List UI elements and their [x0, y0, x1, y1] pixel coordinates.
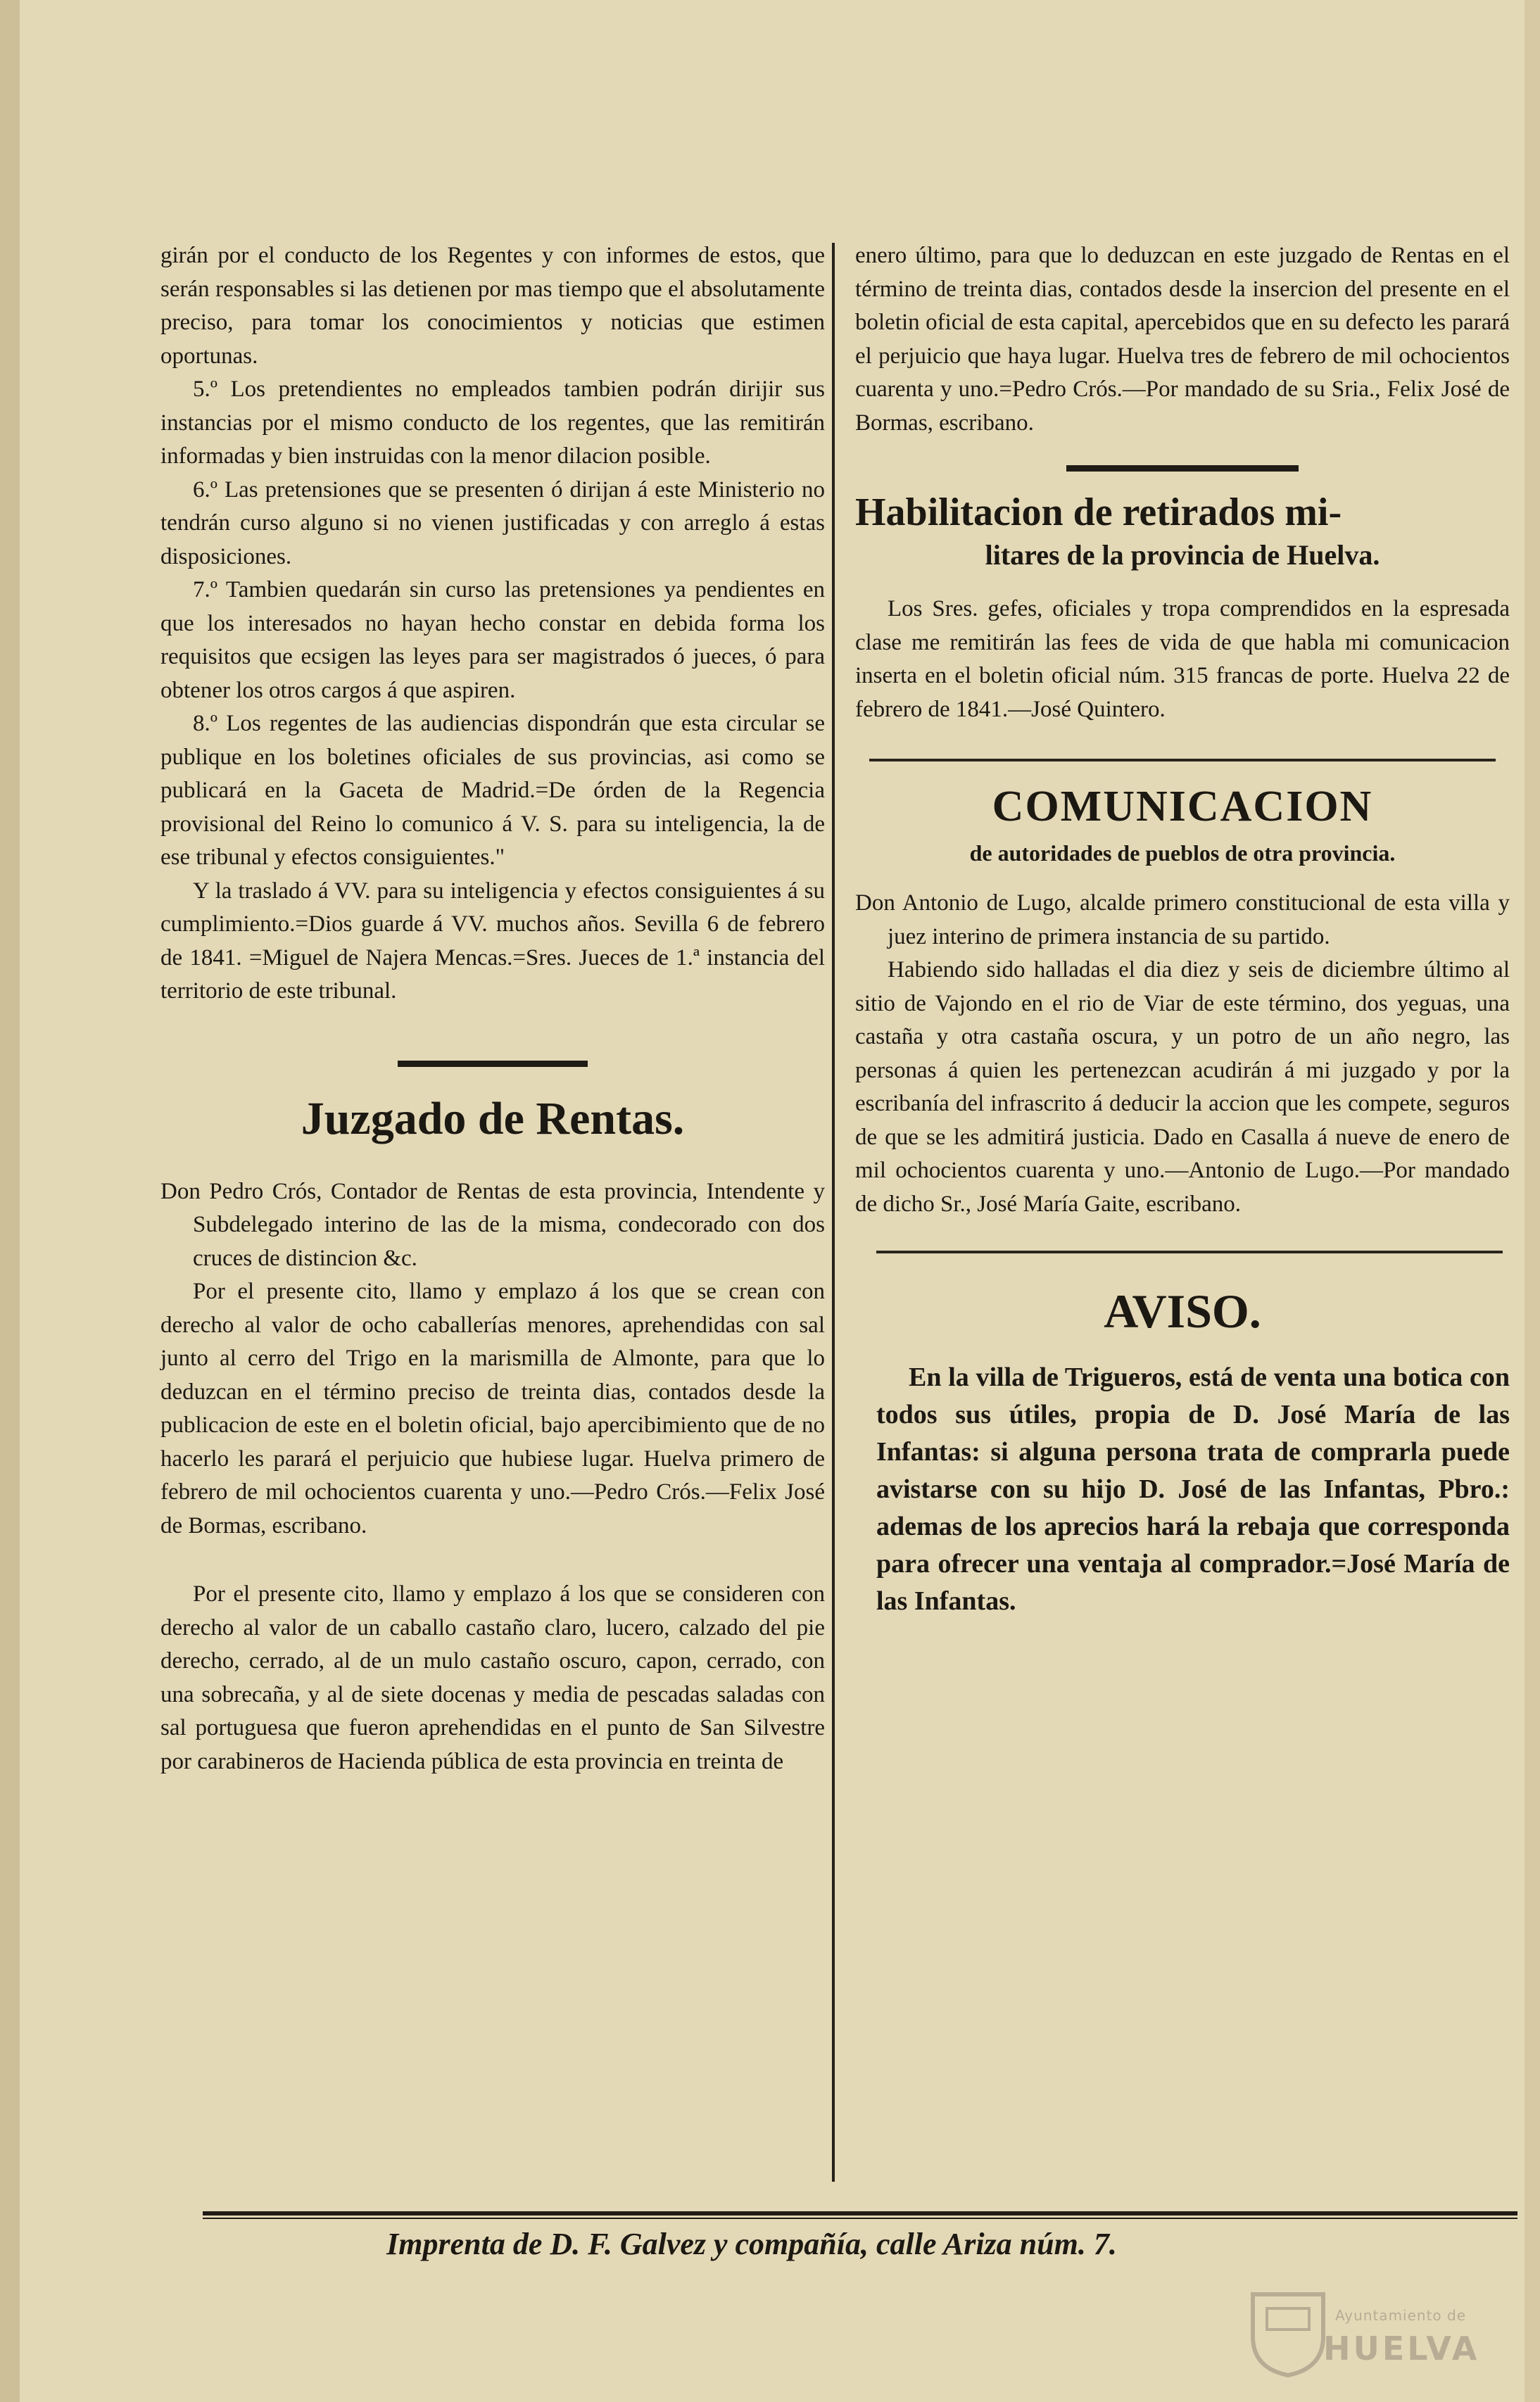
- archive-watermark: [1246, 2287, 1478, 2393]
- imprint-line: Imprenta de D. F. Galvez y compañía, calle Ariza núm. 7.: [386, 2227, 1117, 2261]
- closing-paragraph: Y la traslado á VV. para su inteligencia y efectos consiguientes á su cumplimiento.=Dios guarde á VV. muchos años. Sevilla 6 de febrero de 1841. =Miguel de Najera Mencas.=Sres. Jueces de 1.ª instancia del territorio de este tribunal.: [160, 878, 825, 1004]
- juzgado-header: Don Pedro Crós, Contador de Rentas de esta provincia, Intendente y Subdelegado interino de las de la misma, condecorado con dos cruces de distincion &c.: [160, 1178, 825, 1271]
- aviso-title: AVISO.: [1104, 1284, 1261, 1338]
- right-column: [855, 239, 1510, 1620]
- section-divider: [869, 759, 1496, 761]
- comunicacion-subtitle: de autoridades de pueblos de otra provincia.: [969, 840, 1396, 866]
- footer-rule: [203, 2211, 1517, 2215]
- habilitacion-body: Los Sres. gefes, oficiales y tropa comprendidos en la espresada clase me remitirán las fees de vida de que habla mi comunicacion inserta en el boletin oficial núm. 315 francas de porte. Huelva 22 de febrero de 1841.—José Quintero.: [855, 596, 1510, 722]
- intro-paragraph: girán por el conducto de los Regentes y con informes de estos, que serán responsables si las detienen por mas tiempo que el absolutamente preciso, para tomar los conocimientos y noticias que estimen oportunas.: [160, 243, 825, 369]
- section-divider: [398, 1061, 588, 1067]
- continuation-paragraph: enero último, para que lo deduzcan en este juzgado de Rentas en el término de treinta dias, contados desde la insercion del presente en el boletin oficial de esta capital, apercebidos que en su defecto les parará el perjuicio que haya lugar. Huelva tres de febrero de mil ochocientos cuarenta y uno.=Pedro Crós.—Por mandado de su Sria., Felix José de Bormas, escribano.: [855, 243, 1510, 436]
- page-edge: [1525, 0, 1540, 2402]
- item-5: 5.º Los pretendientes no empleados tambien podrán dirijir sus instancias por el mismo conducto de los regentes, que las remitirán informadas y bien instruidas con la menor dilacion posible.: [160, 377, 825, 469]
- juzgado-edict-2: Por el presente cito, llamo y emplazo á los que se consideren con derecho al valor de un caballo castaño claro, lucero, calzado del pie derecho, cerrado, al de un mulo castaño oscuro, capon, cerrado, con una sobrecaña, y al de siete docenas y media de pescadas saladas con sal portuguesa que fueron aprehendidas en el punto de San Silvestre por carabineros de Hacienda pública de esta provincia en treinta de: [160, 1581, 825, 1774]
- habilitacion-title-line2: litares de la provincia de Huelva.: [985, 539, 1380, 571]
- page-edge: [0, 0, 20, 2402]
- comunicacion-body: Habiendo sido halladas el dia diez y seis de diciembre último al sitio de Vajondo en el rio de Viar de este término, dos yeguas, una castaña y otra castaña oscura, y un potro de un año negro, las personas á quien les pertenezcan acudirán á mi juzgado y por la escribanía del infrascrito á deducir la accion que les compete, seguros de que se les admitirá justicia. Dado en Casalla á nueve de enero de mil ochocientos cuarenta y uno.—Antonio de Lugo.—Por mandado de dicho Sr., José María Gaite, escribano.: [855, 957, 1510, 1217]
- watermark-line1: Ayuntamiento de: [1334, 2307, 1467, 2324]
- item-8: 8.º Los regentes de las audiencias dispondrán que esta circular se publique en los boletines oficiales de sus provincias, asi como se publicará en la Gaceta de Madrid.=De órden de la Regencia provisional del Reino lo comunico á V. S. para su inteligencia, la de ese tribunal y efectos consiguientes.": [160, 711, 825, 870]
- column-divider: [832, 243, 835, 2182]
- footer-rule: [203, 2218, 1517, 2219]
- aviso-body: En la villa de Trigueros, está de venta una botica con todos sus útiles, propia de D. José María de las Infantas: si alguna persona trata de comprarla puede avistarse con su hijo D. José de las Infantas, Pbro.: ademas de los aprecios hará la rebaja que corresponda para ofrecer una ventaja al comprador.=José María de las Infantas.: [876, 1363, 1510, 1616]
- watermark-line2: HUELVA: [1323, 2330, 1480, 2368]
- shield-icon: [1246, 2287, 1330, 2379]
- section-divider: [876, 1251, 1503, 1253]
- item-7: 7.º Tambien quedarán sin curso las pretensiones ya pendientes en que los interesados no hayan hecho constar en debida forma los requisitos que ecsigen las leyes para ser magistrados ó jueces, ó para obtener los otros cargos á que aspiren.: [160, 577, 825, 703]
- habilitacion-title: Habilitacion de retirados mi-: [855, 491, 1342, 534]
- juzgado-title: Juzgado de Rentas.: [301, 1092, 685, 1144]
- juzgado-edict-1: Por el presente cito, llamo y emplazo á los que se crean con derecho al valor de ocho caballerías menores, aprehendidas con sal junto al cerro del Trigo en la marismilla de Almonte, para que lo deduzcan en el término preciso de treinta dias, contados desde la publicacion de este en el boletin oficial, bajo apercibimiento que de no hacerlo les parará el perjuicio que hubiese lugar. Huelva primero de febrero de mil ochocientos cuarenta y uno.—Pedro Crós.—Felix José de Bormas, escribano.: [160, 1279, 825, 1538]
- item-6: 6.º Las pretensiones que se presenten ó dirijan á este Ministerio no tendrán curso alguno si no vienen justificadas y con arreglo á estas disposiciones.: [160, 476, 825, 569]
- section-divider: [1066, 465, 1299, 472]
- comunicacion-header: Don Antonio de Lugo, alcalde primero constitucional de esta villa y juez interino de primera instancia de su partido.: [855, 890, 1510, 949]
- left-column: [160, 239, 825, 1778]
- comunicacion-title: COMUNICACION: [992, 783, 1373, 830]
